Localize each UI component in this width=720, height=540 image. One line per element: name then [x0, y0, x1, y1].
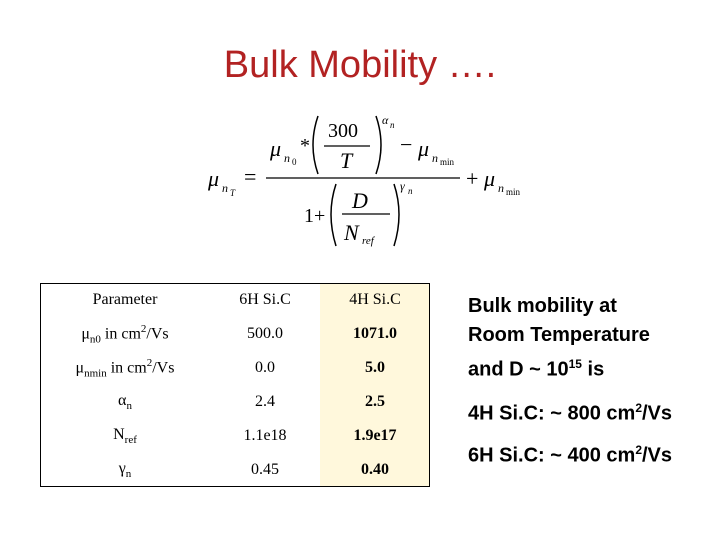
formula-times: * [300, 135, 310, 157]
table-row [40, 419, 430, 453]
formula-mumin-2-sub: n [498, 181, 504, 195]
table-row [40, 385, 430, 419]
table-row [40, 351, 430, 385]
formula-plus: + [466, 166, 479, 191]
formula-mu0: μ [270, 136, 282, 161]
formula-alpha: α [382, 113, 389, 127]
side-line-3: and D ~ $10^{15}$ is [468, 357, 605, 381]
formula-paren-right-bottom [394, 184, 399, 246]
param-mu-nmin: $\mu_{nmin}$ in $cm^2/Vs$ [75, 356, 175, 380]
formula-mu0-sub: n [284, 151, 290, 165]
formula-mumin-2-subsub: min [506, 187, 521, 197]
formula-T: T [340, 148, 353, 173]
formula-gamma-sub: n [408, 186, 413, 196]
formula-alpha-sub: n [390, 120, 395, 130]
mobility-formula [200, 110, 540, 260]
value-4h: 2.5 [320, 385, 430, 419]
table-header-row [40, 283, 430, 317]
side-line-1: Bulk mobility at [468, 295, 617, 317]
formula-paren-left-bottom [331, 184, 336, 246]
value-6h: 0.45 [251, 461, 279, 478]
formula-equals: = [244, 164, 257, 189]
formula-300: 300 [328, 120, 358, 142]
value-6h: 1.1e18 [243, 427, 287, 444]
parameter-table [40, 283, 430, 487]
header-4h: 4H Si.C [320, 283, 430, 317]
formula-lhs-mu: μ [208, 166, 220, 191]
formula-D: D [352, 188, 368, 213]
param-n-ref: $N_{ref}$ [113, 425, 137, 447]
value-6h: 2.4 [255, 393, 275, 410]
side-6h-result: 6H Si.C: ~ 400 $cm^2/Vs$ [468, 443, 673, 467]
formula-mumin-sub: n [432, 151, 438, 165]
formula-gamma: γ [400, 179, 405, 193]
formula-svg [200, 110, 540, 260]
formula-one-plus: 1+ [304, 205, 326, 227]
formula-minus: − [400, 132, 413, 157]
formula-lhs-sub: n [222, 181, 228, 195]
formula-mumin: μ [418, 136, 430, 161]
value-4h: 5.0 [320, 351, 430, 385]
value-6h: 0.0 [255, 359, 275, 376]
param-alpha-n: $\alpha_n$ [118, 391, 132, 413]
formula-N: N [344, 220, 359, 245]
param-gamma-n: $\gamma_n$ [118, 459, 132, 481]
table-row [40, 453, 430, 487]
param-mu-n0: $\mu_{n0}$ in $cm^2/Vs$ [81, 322, 169, 346]
formula-mumin-2: μ [484, 166, 496, 191]
value-4h: 1.9e17 [320, 419, 430, 453]
slide-title: Bulk Mobility …. [223, 44, 497, 86]
formula-paren-right-top [376, 116, 381, 174]
side-4h-result: 4H Si.C: ~ 800 $cm^2/Vs$ [468, 401, 673, 425]
header-6h: 6H Si.C [239, 291, 291, 308]
side-note [468, 292, 650, 385]
formula-lhs-subsub: T [230, 188, 236, 198]
table-row [40, 317, 430, 351]
value-4h: 0.40 [320, 453, 430, 487]
header-parameter: Parameter [92, 291, 158, 308]
formula-N-sub: ref [362, 235, 374, 247]
value-4h: 1071.0 [320, 317, 430, 351]
formula-mumin-subsub: min [440, 157, 455, 167]
side-line-2: Room Temperature [468, 324, 650, 346]
formula-paren-left-top [313, 116, 318, 174]
formula-mu0-subsub: 0 [292, 157, 297, 167]
value-6h: 500.0 [247, 325, 283, 342]
